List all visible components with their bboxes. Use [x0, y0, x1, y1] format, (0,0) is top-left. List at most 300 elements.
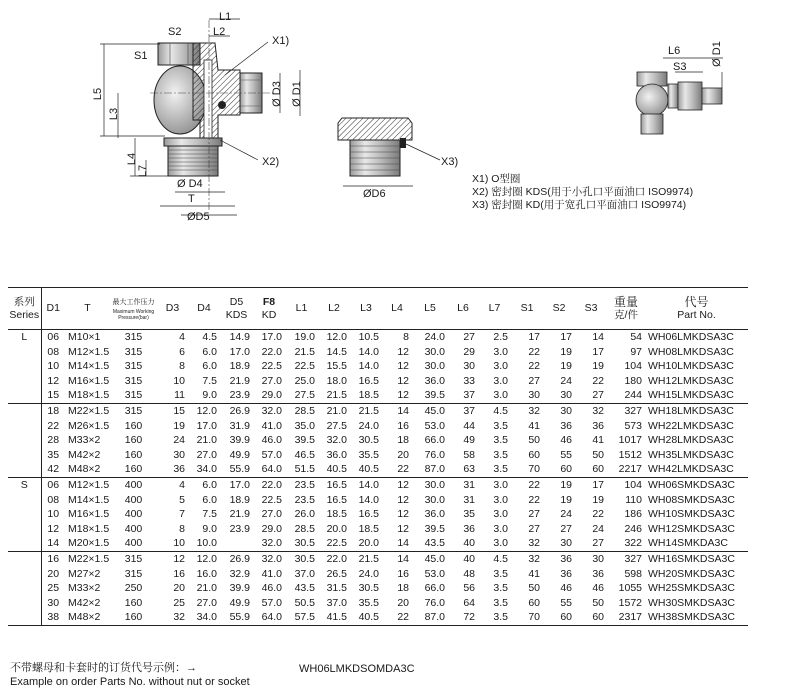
footer-order-example-cn: 不带螺母和卡套时的订货代号示例：→ [10, 662, 197, 674]
table-cell: 36 [463, 522, 475, 535]
note-x1: X1) O型圈 [472, 173, 521, 185]
table-cell: 26.5 [326, 567, 347, 580]
header-l2: L2 [318, 288, 350, 330]
table-cell: 598 [624, 567, 642, 580]
table-row [8, 596, 748, 611]
table-cell: 87.0 [412, 610, 448, 625]
dim-label-l5: L5 [92, 87, 105, 101]
table-cell: M48×2 [65, 610, 110, 625]
table-cell: 32 [511, 403, 543, 418]
table-cell: 27.5 [294, 389, 315, 402]
table-cell: 3.0 [493, 360, 508, 373]
table-cell: 14.9 [229, 331, 250, 343]
series-cell [8, 419, 41, 434]
table-cell: 12.0 [188, 403, 220, 418]
table-cell: 3.0 [493, 493, 508, 506]
table-cell: 17.0 [261, 331, 282, 343]
table-cell: 35.5 [358, 596, 379, 609]
table-row [8, 536, 748, 551]
seal-ring-drawing [338, 118, 440, 186]
header-pressure: 最大工作压力 Maximum Working Pressure(bar) [110, 288, 157, 330]
table-cell: 50 [592, 448, 604, 461]
table-cell: M12×1.5 [65, 477, 110, 492]
table-cell: 21.9 [229, 374, 250, 387]
table-cell: 49 [463, 434, 475, 447]
table-row [8, 522, 748, 537]
table-cell: 29 [463, 345, 475, 358]
table-row [8, 330, 748, 345]
table-cell: 16.5 [318, 477, 350, 492]
table-cell: 2217 [618, 463, 642, 476]
table-cell: 27 [528, 522, 540, 535]
table-cell: 76.0 [424, 596, 445, 609]
table-cell: 17.0 [229, 345, 250, 358]
table-cell: 51.5 [294, 463, 315, 476]
table-cell: 17 [575, 477, 607, 492]
table-cell: 54 [630, 331, 642, 343]
table-cell: 7 [179, 508, 185, 521]
table-cell: 12 [397, 345, 409, 358]
header-f8: F8 KD [253, 288, 285, 330]
table-cell: 60 [575, 610, 607, 625]
table-cell: 104 [624, 360, 642, 373]
header-d1: D1 [41, 288, 65, 330]
table-cell: 573 [624, 419, 642, 432]
table-row [8, 388, 748, 403]
table-cell: 31 [463, 493, 475, 506]
table-cell: 3.5 [493, 463, 508, 476]
spec-table-body [8, 330, 748, 626]
table-cell: 3.0 [493, 537, 508, 550]
header-d4: D4 [188, 288, 220, 330]
dim-label-s1: S1 [134, 50, 148, 62]
table-cell: 36.0 [424, 374, 445, 387]
table-cell: 28.5 [294, 522, 315, 535]
table-cell: 10.0 [196, 537, 217, 550]
table-cell: M22×1.5 [65, 403, 110, 418]
table-cell: 22 [41, 419, 65, 434]
series-cell [8, 493, 41, 508]
table-cell: 31.5 [326, 582, 347, 595]
table-cell: 36 [560, 419, 572, 432]
table-cell: 160 [124, 596, 143, 609]
table-cell: M33×2 [68, 582, 101, 595]
table-cell: 39.5 [424, 522, 445, 535]
table-cell: 57.0 [261, 596, 282, 609]
table-cell: M16×1.5 [68, 374, 110, 387]
table-cell: 15 [41, 388, 65, 403]
table-cell: 45.0 [412, 551, 448, 566]
table-cell: 37 [448, 403, 478, 418]
table-cell: 66.0 [424, 582, 445, 595]
table-cell: 110 [625, 493, 642, 506]
table-cell: WH08SMKDSA3C [648, 493, 735, 506]
table-cell: 06 [41, 330, 65, 345]
header-s3: S3 [575, 288, 607, 330]
table-cell: 327 [607, 403, 645, 418]
dim-label-l4: L4 [126, 152, 139, 166]
table-cell: 55 [560, 596, 572, 609]
table-cell: 28.5 [285, 403, 318, 418]
table-cell: 10 [173, 374, 185, 387]
table-cell: 104 [607, 477, 645, 492]
table-cell: 30 [560, 389, 572, 402]
table-cell: 35 [41, 448, 65, 463]
table-cell: 64 [463, 596, 475, 609]
series-cell: L [21, 331, 28, 343]
table-cell: WH14SMKDA3C [648, 537, 728, 550]
table-cell: 22.5 [326, 537, 347, 550]
table-cell: 06 [41, 477, 65, 492]
table-row [8, 507, 748, 522]
table-cell: 250 [124, 582, 143, 595]
table-cell: 1512 [618, 448, 642, 461]
table-cell: 15.5 [326, 360, 347, 373]
table-cell: WH10LMKDSA3C [648, 360, 734, 373]
table-cell: 3.5 [493, 582, 508, 595]
table-cell: 1572 [618, 596, 642, 609]
table-cell: 72 [448, 610, 478, 625]
table-cell: 24 [173, 434, 185, 447]
table-cell: 21.9 [229, 508, 250, 521]
table-cell: 9.0 [202, 389, 217, 402]
table-cell: 27 [463, 331, 475, 343]
table-cell: 32.9 [229, 567, 250, 580]
table-cell: WH12LMKDSA3C [648, 374, 734, 387]
table-cell: 14 [382, 551, 412, 566]
table-cell: 29.0 [261, 522, 282, 535]
table-cell: 56 [463, 582, 475, 595]
table-cell: 32.0 [253, 403, 285, 418]
table-cell: 315 [110, 403, 157, 418]
table-cell: 32.0 [253, 551, 285, 566]
table-cell: 3.5 [493, 434, 508, 447]
footer-order-example-code: WH06LMKDSOMDA3C [299, 663, 415, 675]
table-cell: 160 [110, 610, 157, 625]
table-cell: WH10SMKDSA3C [648, 508, 735, 521]
table-cell: 36 [592, 419, 604, 432]
table-row [8, 345, 748, 360]
table-cell: 32 [511, 551, 543, 566]
table-cell: 17.0 [220, 477, 253, 492]
table-cell: 36 [592, 567, 604, 580]
series-cell [8, 567, 41, 582]
table-cell: 6 [179, 345, 185, 358]
series-cell [8, 448, 41, 463]
table-cell: M48×2 [68, 463, 101, 476]
table-cell: 49.9 [229, 448, 250, 461]
table-cell: 50 [528, 582, 540, 595]
table-cell: 4.5 [478, 551, 511, 566]
table-cell: 11 [174, 389, 185, 402]
table-cell: 24 [560, 508, 572, 521]
table-cell: 22 [528, 345, 540, 358]
header-l6: L6 [448, 288, 478, 330]
header-l1: L1 [285, 288, 318, 330]
table-cell: 70 [511, 610, 543, 625]
table-cell: 39.5 [294, 434, 315, 447]
table-cell: 3.5 [493, 448, 508, 461]
table-cell: 16 [397, 419, 409, 432]
table-cell: 22 [528, 493, 540, 506]
table-cell: 30 [575, 551, 607, 566]
table-cell: 27.0 [261, 374, 282, 387]
table-cell: 23.9 [229, 389, 250, 402]
table-cell: WH30SMKDSA3C [648, 596, 735, 609]
table-cell: 18 [397, 582, 409, 595]
table-cell: 60 [528, 448, 540, 461]
table-cell: 08 [41, 345, 65, 360]
table-cell: 22 [382, 610, 412, 625]
series-cell [8, 522, 41, 537]
table-cell: 14.5 [326, 345, 347, 358]
table-row [8, 477, 748, 492]
footer-order-example-en: Example on order Parts No. without nut or socket [10, 676, 250, 688]
table-cell: 3.5 [493, 596, 508, 609]
table-cell: 16.5 [326, 493, 347, 506]
table-cell: 30.0 [424, 360, 445, 373]
table-cell: 4.5 [478, 403, 511, 418]
table-cell: 10 [41, 507, 65, 522]
table-cell: 22 [397, 463, 409, 476]
table-cell: 40.5 [358, 463, 379, 476]
series-cell [8, 433, 41, 448]
table-row [8, 433, 748, 448]
table-cell: 14 [397, 537, 409, 550]
table-cell: M22×1.5 [65, 551, 110, 566]
table-cell: WH15LMKDSA3C [648, 389, 734, 402]
table-cell: 37.0 [326, 596, 347, 609]
table-cell: 24.0 [358, 567, 379, 580]
table-cell: 22.0 [318, 551, 350, 566]
table-cell: 14 [592, 331, 604, 343]
table-cell: 2317 [607, 610, 645, 625]
dim-label-x3: X3) [441, 156, 459, 168]
technical-drawing [0, 0, 788, 280]
table-cell: 21.0 [196, 434, 217, 447]
series-cell [8, 536, 41, 551]
header-s1: S1 [511, 288, 543, 330]
table-cell: 1017 [618, 434, 642, 447]
table-cell: 9.0 [202, 522, 217, 535]
table-cell: 60 [592, 463, 604, 476]
table-cell: 315 [124, 345, 143, 358]
series-cell [8, 610, 41, 625]
table-cell: 38 [41, 610, 65, 625]
table-cell: 8 [179, 360, 185, 373]
table-cell: 57.0 [261, 448, 282, 461]
table-cell: 10.5 [358, 331, 379, 343]
table-cell: 18.5 [358, 522, 379, 535]
table-cell: 20.0 [358, 537, 379, 550]
dim-label-x2: X2) [262, 156, 280, 168]
table-cell: M12×1.5 [68, 345, 110, 358]
table-cell: 57.5 [285, 610, 318, 625]
table-cell: 43.5 [424, 537, 445, 550]
note-x2: X2) 密封圈 KDS(用于小孔口平面油口 ISO9974) [472, 186, 694, 198]
table-cell: 60 [528, 596, 540, 609]
series-cell [8, 388, 41, 403]
table-cell: 20.0 [326, 522, 347, 535]
table-cell: 30 [543, 403, 575, 418]
table-cell: 50.5 [294, 596, 315, 609]
table-cell: 22.5 [261, 493, 282, 506]
table-cell: 17 [528, 331, 540, 343]
table-cell: 12 [41, 374, 65, 389]
table-cell: 46 [560, 434, 572, 447]
table-cell: 16 [397, 567, 409, 580]
table-cell: 12 [397, 374, 409, 387]
table-cell: 180 [624, 374, 642, 387]
table-cell: 36.0 [326, 448, 347, 461]
table-cell: 64.0 [261, 463, 282, 476]
table-cell: 160 [124, 448, 143, 461]
table-cell: 33 [463, 374, 475, 387]
table-cell: 32.0 [326, 434, 347, 447]
table-cell: M20×1.5 [68, 537, 110, 550]
table-cell: 22.0 [261, 345, 282, 358]
table-cell: 27 [592, 389, 604, 402]
table-cell: 16.0 [196, 567, 217, 580]
table-cell: 21.5 [350, 403, 382, 418]
spec-table [8, 287, 748, 626]
table-cell: 15 [157, 403, 188, 418]
table-cell: WH18LMKDSA3C [645, 403, 748, 418]
table-cell: 46 [592, 582, 604, 595]
table-cell: 29.0 [261, 389, 282, 402]
table-cell: 12 [397, 389, 409, 402]
table-cell: 87.0 [424, 463, 445, 476]
table-cell: WH06LMKDSA3C [648, 331, 734, 343]
table-cell: WH38SMKDSA3C [645, 610, 748, 625]
table-cell: 4 [157, 477, 188, 492]
table-cell: 41.0 [261, 419, 282, 432]
dim-label-d1-small: Ø D1 [710, 41, 723, 67]
table-cell: 315 [124, 389, 143, 402]
table-cell: 400 [124, 493, 143, 506]
table-cell: WH42LMKDSA3C [648, 463, 734, 476]
table-cell: 3.0 [493, 508, 508, 521]
table-cell: 16 [173, 567, 185, 580]
header-series: 系列 Series [8, 288, 41, 330]
table-cell: 34.0 [196, 463, 217, 476]
table-cell: 3.0 [493, 522, 508, 535]
table-cell: 30 [463, 360, 475, 373]
table-cell: 24.0 [424, 331, 445, 343]
table-cell: 41.0 [261, 567, 282, 580]
table-cell: 16.5 [358, 508, 379, 521]
table-cell: 22 [528, 360, 540, 373]
table-cell: 400 [124, 522, 143, 535]
table-cell: 4 [179, 331, 185, 343]
table-cell: 45.0 [412, 403, 448, 418]
dim-label-t: T [188, 193, 195, 205]
table-cell: WH35LMKDSA3C [648, 448, 734, 461]
table-cell: M26×1.5 [68, 419, 110, 432]
table-cell: 22.5 [261, 360, 282, 373]
series-cell [8, 507, 41, 522]
table-cell: 19 [592, 360, 604, 373]
table-cell: 3.0 [493, 389, 508, 402]
table-cell: 40 [448, 551, 478, 566]
table-cell: 18.5 [326, 508, 347, 521]
series-cell [8, 551, 41, 566]
table-cell: 30.5 [285, 551, 318, 566]
table-cell: 30.0 [424, 345, 445, 358]
table-cell: 12.0 [326, 331, 347, 343]
header-part-no: 代号 Part No. [645, 288, 748, 330]
header-l3: L3 [350, 288, 382, 330]
table-cell: 60 [560, 463, 572, 476]
table-cell: M18×1.5 [68, 389, 110, 402]
table-cell: 315 [110, 551, 157, 566]
table-cell: 19 [560, 360, 572, 373]
table-cell: 32.0 [261, 537, 282, 550]
series-cell [8, 403, 41, 418]
table-cell: 14.0 [350, 477, 382, 492]
table-cell: 327 [607, 551, 645, 566]
table-cell: 31.9 [229, 419, 250, 432]
table-cell: 20 [41, 567, 65, 582]
table-cell: 41 [528, 419, 540, 432]
table-cell: 27.0 [261, 508, 282, 521]
series-cell [8, 359, 41, 374]
table-cell: 14.0 [358, 360, 379, 373]
table-cell: 36.0 [424, 508, 445, 521]
table-cell: 76.0 [424, 448, 445, 461]
table-cell: M42×2 [68, 596, 101, 609]
table-cell: 36 [560, 567, 572, 580]
table-cell: 18.5 [358, 389, 379, 402]
dim-label-s2: S2 [168, 26, 182, 38]
table-cell: 17.0 [196, 419, 217, 432]
table-cell: 10 [173, 537, 185, 550]
table-cell: 24.0 [358, 419, 379, 432]
table-cell: 18.0 [326, 374, 347, 387]
dim-label-l3: L3 [108, 107, 121, 121]
table-cell: 22.5 [294, 360, 315, 373]
table-cell: 18 [397, 434, 409, 447]
table-cell: 19 [173, 419, 185, 432]
table-cell: 21.0 [196, 582, 217, 595]
table-cell: WH28LMKDSA3C [648, 434, 734, 447]
table-cell: 400 [110, 477, 157, 492]
table-cell: 12.0 [188, 551, 220, 566]
table-cell: M10×1 [68, 331, 101, 343]
table-cell: 4.5 [202, 331, 217, 343]
table-cell: 246 [624, 522, 642, 535]
table-cell: 12 [397, 360, 409, 373]
table-cell: 18.9 [229, 493, 250, 506]
table-cell: 49.9 [229, 596, 250, 609]
table-cell: 30.5 [358, 434, 379, 447]
table-row [8, 493, 748, 508]
table-cell: 27.0 [196, 448, 217, 461]
table-cell: 60 [543, 610, 575, 625]
table-cell: 19 [560, 345, 572, 358]
table-cell: 39.9 [229, 434, 250, 447]
table-cell: 160 [124, 419, 143, 432]
table-cell: 14.0 [358, 345, 379, 358]
table-cell: 30.5 [358, 582, 379, 595]
table-cell: 3.0 [478, 477, 511, 492]
table-cell: M27×2 [68, 567, 101, 580]
table-cell: 19 [592, 493, 604, 506]
table-cell: 6.0 [202, 345, 217, 358]
series-cell [8, 462, 41, 477]
table-cell: 70 [528, 463, 540, 476]
table-cell: 30 [173, 448, 185, 461]
